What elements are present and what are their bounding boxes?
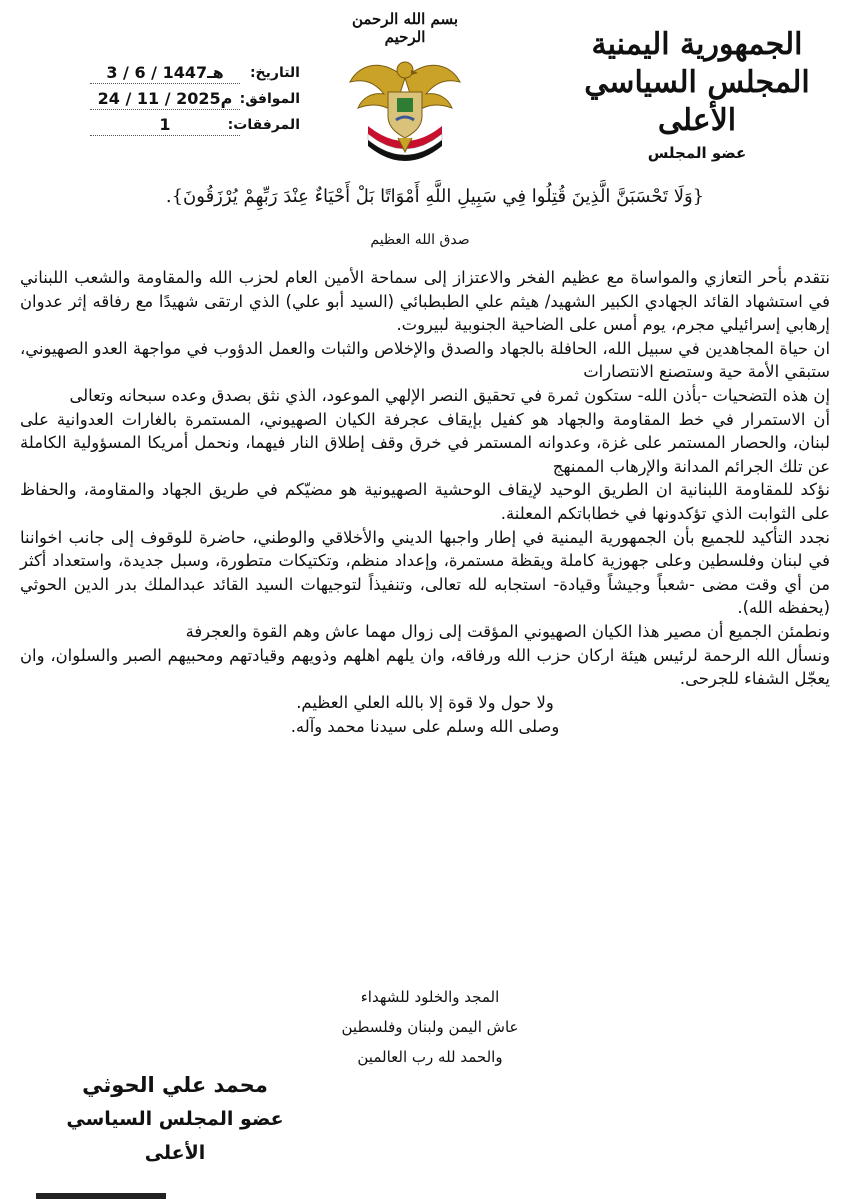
- slogan-line: المجد والخلود للشهداء: [360, 988, 500, 1006]
- quran-verse: {وَلَا تَحْسَبَنَّ الَّذِينَ قُتِلُوا فِي سَبِيلِ اللَّهِ أَمْوَاتًا بَلْ أَحْيَاءٌ عِنْدَ رَبِّهِمْ يُرْزَقُونَ}.: [165, 186, 705, 207]
- meta-label: المرفقات:: [227, 117, 300, 133]
- closing-prayer: [20, 691, 830, 739]
- page-edge-divider: [36, 1193, 166, 1199]
- prayer-line: وصلى الله وسلم على سيدنا محمد وآله.: [290, 716, 560, 736]
- slogan-line: والحمد لله رب العالمين: [357, 1048, 503, 1066]
- letter-meta: [90, 60, 300, 138]
- signatory-title: عضو المجلس السياسي الأعلى: [66, 1108, 284, 1164]
- org-line-2: المجلس السياسي الأعلى: [584, 65, 810, 138]
- closing-slogans: [310, 982, 550, 1072]
- body-paragraph: ونسأل الله الرحمة لرئيس هيئة اركان حزب الله ورفاقه، وان يلهم اهلهم وذويهم وقيادتهم ومحبيهم الصبر والسلوان، وان يعجّل الشفاء للجرحى.: [20, 645, 830, 689]
- signatory-name: محمد علي الحوثي: [82, 1073, 268, 1097]
- meta-label: التاريخ:: [249, 65, 300, 81]
- body-paragraph: نتقدم بأحر التعازي والمواساة مع عظيم الفخر والاعتزاز إلى سماحة الأمين العام لحزب الله والمقاومة والشعب اللبناني في استشهاد القائد الجهادي الكبير الشهيد/ هيثم علي الطبطبائي (السيد أبو علي) الذي ارتقى شهيدًا مع رفاقه إثر عدوان إرهابي إسرائيلي مجرم، يوم أمس على الضاحية الجنوبية لبيروت.: [20, 268, 830, 335]
- body-paragraph: نؤكد للمقاومة اللبنانية ان الطريق الوحيد لإيقاف الوحشية الصهيونية هو مضيّكم في طريق الجهاد والمقاومة، والحفاظ على الثوابت الذي تؤكدونها في خطاباتكم المعلنة.: [20, 480, 830, 523]
- meta-value: 24 / 11 / 2025م: [90, 89, 240, 110]
- verse-source: صدق الله العظيم: [370, 232, 470, 248]
- body-paragraph: نجدد التأكيد للجميع بأن الجمهورية اليمنية في إطار واجبها الديني والأخلاقي والوطني، حاضرة للوقوف إلى جانب اخواننا في لبنان وفلسطين وعلى جهوزية كاملة ويقظة مستمرة، وإعداد منظم، وتكتيكات متطورة، وسبل جديدة، واستعداد أكثر من أي وقت مضى -شعباً وجيشاً وقيادة- استجابه لله تعالى، وتنفيذاً لتوجيهات السيد القائد عبدالملك بدر الدين الحوثي (يحفظه الله).: [20, 527, 830, 618]
- body-paragraph: ونطمئن الجميع أن مصير هذا الكيان الصهيوني المؤقت إلى زوال مهما عاش وهم القوة والعجرفة: [185, 621, 830, 641]
- body-paragraph: ان حياة المجاهدين في سبيل الله، الحافلة بالجهاد والصدق والإخلاص والثبات والعمل الدؤوب في مواجهة العدو الصهيوني، ستبقي الأمة حية وستصنع الانتصارات: [20, 338, 830, 382]
- meta-row-attachments: [90, 112, 300, 138]
- prayer-line: ولا حول ولا قوة إلا بالله العلي العظيم.: [296, 692, 554, 712]
- slogan-line: عاش اليمن ولبنان وفلسطين: [341, 1018, 519, 1036]
- basmala: بسم الله الرحمن الرحيم: [351, 10, 459, 46]
- meta-value: 1: [90, 115, 240, 136]
- meta-row-gregorian: [90, 86, 300, 112]
- signature-block: [40, 1068, 310, 1170]
- body-paragraph: أن الاستمرار في خط المقاومة والجهاد هو كفيل بإيقاف عجرفة الكيان الصهيوني، المستمرة بالغارات العدوانية على لبنان، والحصار المستمر على غزة، وعدوانه المستمر في خرق وقف إطلاق النار فيهما، ونحمل أمريكا المسؤولية الكاملة عن تلك الجرائم المدانة والإرهاب الممنهج: [20, 409, 830, 476]
- meta-label: الموافق:: [239, 91, 300, 107]
- body-paragraph: إن هذه التضحيات -بأذن الله- ستكون ثمرة في تحقيق النصر الإلهي الموعود، الذي نثق بصدق وعده سبحانه وتعالى: [69, 385, 830, 405]
- letter-body: [20, 266, 830, 739]
- emblem-block: [330, 10, 480, 172]
- meta-row-date: [90, 60, 300, 86]
- org-line-3: عضو المجلس: [647, 144, 747, 162]
- meta-value: 3 / 6 / 1447هـ: [90, 63, 240, 84]
- org-line-1: الجمهورية اليمنية: [591, 27, 803, 62]
- org-header: [582, 26, 812, 162]
- yemen-eagle-emblem-icon: [340, 48, 470, 168]
